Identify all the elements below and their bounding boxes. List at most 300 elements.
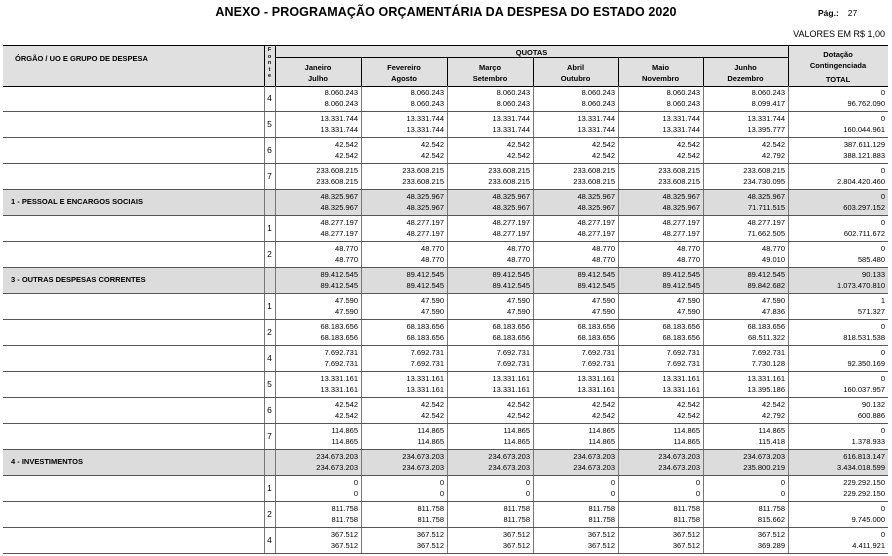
quota-value: 234.673.203 <box>402 452 444 461</box>
quota-value: 114.865 <box>417 437 444 446</box>
quota-value: 0 <box>780 478 785 487</box>
quota-value: 114.865 <box>331 437 358 446</box>
quota-value: 47.590 <box>421 307 444 316</box>
quota-value: 68.183.656 <box>406 322 444 331</box>
fonte-cell: 5 <box>267 119 272 129</box>
fonte-cell: 2 <box>267 249 272 259</box>
cell-divider <box>264 398 265 423</box>
total-value: 603.297.152 <box>843 203 885 212</box>
quota-value: 0 <box>353 478 358 487</box>
total-value: 602.711.672 <box>843 229 885 238</box>
fonte-cell: 1 <box>267 483 272 493</box>
cell-divider <box>264 112 265 137</box>
total-value: 388.121.883 <box>843 151 885 160</box>
total-value: 0 <box>880 166 885 175</box>
total-value: 92.350.169 <box>847 359 885 368</box>
quota-value: 0 <box>353 489 358 498</box>
quota-value: 48.770 <box>762 244 785 253</box>
quota-value: 7.730.128 <box>751 359 785 368</box>
quota-value: 13.331.744 <box>492 114 530 123</box>
group-label: 1 - PESSOAL E ENCARGOS SOCIAIS <box>11 197 143 206</box>
quota-value: 68.183.656 <box>406 333 444 342</box>
cell-divider <box>264 346 265 371</box>
quota-value: 234.673.203 <box>573 463 615 472</box>
quota-value: 42.542 <box>677 411 700 420</box>
month-header: Março <box>478 63 502 72</box>
quota-value: 8.060.243 <box>410 99 444 108</box>
total-header-line1: Dotação <box>823 50 853 59</box>
quota-value: 48.277.197 <box>320 218 358 227</box>
quota-value: 48.770 <box>335 244 358 253</box>
month-header: Julho <box>308 74 328 83</box>
quota-value: 234.673.203 <box>488 463 530 472</box>
table-row <box>3 398 888 424</box>
quota-value: 114.865 <box>503 437 530 446</box>
fonte-cell: 1 <box>267 301 272 311</box>
quota-value: 48.277.197 <box>747 218 785 227</box>
quota-value: 13.331.744 <box>662 125 700 134</box>
group-row <box>3 190 888 216</box>
cell-divider <box>264 372 265 397</box>
quota-value: 47.590 <box>677 307 700 316</box>
quota-value: 42.542 <box>762 400 785 409</box>
total-value: 0 <box>880 88 885 97</box>
table-row <box>3 502 888 528</box>
quota-value: 234.730.095 <box>743 177 785 186</box>
quota-value: 48.325.967 <box>320 203 358 212</box>
total-value: 2.804.420.460 <box>837 177 885 186</box>
quota-value: 68.183.656 <box>662 322 700 331</box>
quota-value: 48.277.197 <box>577 218 615 227</box>
quota-value: 42.542 <box>762 140 785 149</box>
total-value: 571.327 <box>857 307 885 316</box>
quota-value: 367.512 <box>672 530 700 539</box>
quota-value: 0 <box>610 489 615 498</box>
total-value: 90.132 <box>862 400 885 409</box>
table-row <box>3 346 888 372</box>
total-value: 3.434.018.599 <box>837 463 885 472</box>
total-value: 0 <box>880 530 885 539</box>
fonte-cell: 2 <box>267 509 272 519</box>
quota-value: 42.542 <box>507 151 530 160</box>
month-header: Dezembro <box>727 74 764 83</box>
quota-value: 48.277.197 <box>662 218 700 227</box>
quota-value: 811.758 <box>758 504 785 513</box>
quota-value: 68.183.656 <box>320 333 358 342</box>
page-indicator <box>818 8 857 18</box>
fonte-cell: 4 <box>267 353 272 363</box>
total-value: 600.886 <box>857 411 885 420</box>
quota-value: 0 <box>525 478 530 487</box>
page-number: 27 <box>847 8 858 18</box>
quota-value: 48.770 <box>421 255 444 264</box>
cell-divider <box>264 502 265 527</box>
total-value: 0 <box>880 192 885 201</box>
table-row <box>3 294 888 320</box>
total-value: 616.813.147 <box>843 452 885 461</box>
total-value: 90.133 <box>862 270 885 279</box>
quota-value: 234.673.203 <box>573 452 615 461</box>
quota-value: 233.608.215 <box>488 177 530 186</box>
quota-value: 233.608.215 <box>573 166 615 175</box>
table-row <box>3 476 888 502</box>
quota-value: 42.542 <box>592 140 615 149</box>
header-divider <box>788 46 789 86</box>
total-value: 0 <box>880 244 885 253</box>
quota-value: 49.010 <box>762 255 785 264</box>
quota-value: 42.542 <box>592 400 615 409</box>
total-value: 160.044.961 <box>843 125 885 134</box>
quota-value: 7.692.731 <box>666 348 700 357</box>
group-row <box>3 450 888 476</box>
quota-value: 8.060.243 <box>666 88 700 97</box>
group-row <box>3 268 888 294</box>
quota-value: 42.542 <box>335 411 358 420</box>
quota-value: 48.770 <box>592 244 615 253</box>
total-value: 818.531.538 <box>843 333 885 342</box>
total-value: 229.292.150 <box>843 489 885 498</box>
quota-value: 233.608.215 <box>488 166 530 175</box>
quota-value: 13.331.744 <box>320 125 358 134</box>
month-header: Novembro <box>641 74 680 83</box>
quota-value: 114.865 <box>673 437 700 446</box>
quota-value: 0 <box>780 489 785 498</box>
quota-value: 7.692.731 <box>324 359 358 368</box>
quota-value: 89.412.545 <box>406 270 444 279</box>
total-value: 0 <box>880 218 885 227</box>
quota-value: 48.770 <box>677 244 700 253</box>
quota-value: 13.331.744 <box>747 114 785 123</box>
fonte-cell: 6 <box>267 405 272 415</box>
quota-value: 42.542 <box>421 151 444 160</box>
quota-value: 233.608.215 <box>658 166 700 175</box>
quota-value: 48.325.967 <box>577 203 615 212</box>
quota-value: 89.412.545 <box>662 281 700 290</box>
quota-value: 13.395.186 <box>747 385 785 394</box>
quota-value: 48.770 <box>507 244 530 253</box>
quota-value: 811.758 <box>417 515 444 524</box>
quota-value: 367.512 <box>330 530 358 539</box>
total-value: 160.037.957 <box>843 385 885 394</box>
quota-value: 48.325.967 <box>320 192 358 201</box>
quota-value: 7.692.731 <box>581 359 615 368</box>
quota-value: 48.325.967 <box>662 192 700 201</box>
quota-value: 234.673.203 <box>658 463 700 472</box>
cell-divider <box>264 268 265 293</box>
month-header: Janeiro <box>304 63 332 72</box>
cell-divider <box>264 320 265 345</box>
quota-value: 811.758 <box>503 515 530 524</box>
table-row <box>3 242 888 268</box>
quota-value: 48.325.967 <box>492 192 530 201</box>
table-row <box>3 320 888 346</box>
quota-value: 47.590 <box>421 296 444 305</box>
total-value: 4.411.921 <box>852 541 885 550</box>
quota-value: 48.277.197 <box>406 229 444 238</box>
month-header: Abril <box>566 63 585 72</box>
month-header: Outubro <box>560 74 591 83</box>
quota-value: 42.542 <box>335 151 358 160</box>
fonte-cell: 5 <box>267 379 272 389</box>
quota-value: 13.331.161 <box>577 385 615 394</box>
quota-value: 47.590 <box>335 307 358 316</box>
total-header-line2: Contingenciada <box>809 61 867 70</box>
table-row <box>3 138 888 164</box>
quota-value: 369.289 <box>757 541 785 550</box>
quota-value: 114.865 <box>588 426 615 435</box>
total-value: 0 <box>880 504 885 513</box>
quota-value: 367.512 <box>587 541 615 550</box>
quota-value: 811.758 <box>588 504 615 513</box>
quota-value: 811.758 <box>673 515 700 524</box>
quota-value: 8.060.243 <box>751 88 785 97</box>
quota-value: 68.183.656 <box>492 322 530 331</box>
quota-value: 48.770 <box>335 255 358 264</box>
quota-value: 89.412.545 <box>492 270 530 279</box>
quota-value: 48.277.197 <box>492 229 530 238</box>
quota-value: 48.325.967 <box>662 203 700 212</box>
quota-value: 114.865 <box>673 426 700 435</box>
quota-value: 47.590 <box>592 296 615 305</box>
quota-value: 13.331.744 <box>406 125 444 134</box>
fonte-cell: 4 <box>267 93 272 103</box>
quota-value: 48.277.197 <box>662 229 700 238</box>
quota-value: 7.692.731 <box>410 359 444 368</box>
table-row <box>3 528 888 554</box>
quotas-header: QUOTAS <box>515 48 548 57</box>
quota-value: 48.277.197 <box>320 229 358 238</box>
quota-value: 47.590 <box>335 296 358 305</box>
quota-value: 48.325.967 <box>406 203 444 212</box>
fonte-cell: 1 <box>267 223 272 233</box>
fonte-header: F o n t e <box>267 47 272 79</box>
quota-value: 8.060.243 <box>581 99 615 108</box>
cell-divider <box>264 190 265 215</box>
cell-divider <box>264 216 265 241</box>
quota-value: 13.331.744 <box>662 114 700 123</box>
quota-value: 48.277.197 <box>577 229 615 238</box>
orgao-header: ÓRGÃO / UO E GRUPO DE DESPESA <box>15 54 148 63</box>
quota-value: 8.060.243 <box>581 88 615 97</box>
quota-value: 48.325.967 <box>492 203 530 212</box>
quota-value: 7.692.731 <box>751 348 785 357</box>
quota-value: 48.770 <box>421 244 444 253</box>
quota-value: 47.590 <box>507 307 530 316</box>
quota-value: 7.692.731 <box>410 348 444 357</box>
quota-value: 233.608.215 <box>402 166 444 175</box>
quota-value: 7.692.731 <box>496 348 530 357</box>
total-value: 0 <box>880 348 885 357</box>
quota-value: 13.331.744 <box>320 114 358 123</box>
cell-divider <box>264 138 265 163</box>
quota-value: 114.865 <box>503 426 530 435</box>
quota-value: 13.331.744 <box>406 114 444 123</box>
quota-value: 89.412.545 <box>662 270 700 279</box>
quota-value: 8.060.243 <box>410 88 444 97</box>
quota-value: 89.412.545 <box>492 281 530 290</box>
quota-value: 13.395.777 <box>747 125 785 134</box>
month-header: Setembro <box>472 74 508 83</box>
quota-value: 89.412.545 <box>320 270 358 279</box>
quota-value: 114.865 <box>331 426 358 435</box>
quota-value: 68.511.322 <box>748 333 785 342</box>
quota-value: 13.331.161 <box>406 385 444 394</box>
table-row <box>3 86 888 112</box>
quota-value: 234.673.203 <box>488 452 530 461</box>
quota-value: 89.412.545 <box>577 270 615 279</box>
fonte-cell: 7 <box>267 171 272 181</box>
quota-value: 42.792 <box>762 151 785 160</box>
fonte-cell: 4 <box>267 535 272 545</box>
quota-value: 68.183.656 <box>662 333 700 342</box>
quota-value: 13.331.161 <box>406 374 444 383</box>
quota-value: 233.608.215 <box>658 177 700 186</box>
total-value: 0 <box>880 322 885 331</box>
quota-value: 233.608.215 <box>402 177 444 186</box>
quota-value: 234.673.203 <box>402 463 444 472</box>
quota-value: 42.542 <box>677 140 700 149</box>
quota-value: 47.590 <box>677 296 700 305</box>
quota-value: 0 <box>439 478 444 487</box>
quota-value: 42.542 <box>421 140 444 149</box>
quota-value: 811.758 <box>673 504 700 513</box>
quota-value: 8.060.243 <box>324 99 358 108</box>
quota-value: 367.512 <box>502 541 530 550</box>
quota-value: 233.608.215 <box>316 166 358 175</box>
quota-value: 115.418 <box>758 437 785 446</box>
quota-value: 13.331.161 <box>747 374 785 383</box>
quota-value: 114.865 <box>588 437 615 446</box>
quota-value: 42.542 <box>592 411 615 420</box>
quota-value: 68.183.656 <box>577 322 615 331</box>
page-label: Pág.: <box>818 8 839 18</box>
quota-value: 68.183.656 <box>492 333 530 342</box>
total-value: 1.378.933 <box>851 437 885 446</box>
quota-value: 42.542 <box>421 400 444 409</box>
quota-value: 89.412.545 <box>577 281 615 290</box>
quota-value: 48.325.967 <box>577 192 615 201</box>
header-divider <box>264 46 265 86</box>
cell-divider <box>264 528 265 553</box>
quota-value: 7.692.731 <box>581 348 615 357</box>
document-title: ANEXO - PROGRAMAÇÃO ORÇAMENTÁRIA DA DESPESA DO ESTADO 2020 <box>215 5 677 19</box>
quota-value: 47.590 <box>762 296 785 305</box>
quota-value: 48.325.967 <box>406 192 444 201</box>
quota-value: 13.331.161 <box>577 374 615 383</box>
quota-value: 47.836 <box>762 307 785 316</box>
total-value: 1.073.470.810 <box>837 281 885 290</box>
header-divider <box>275 57 788 58</box>
quota-value: 114.865 <box>758 426 785 435</box>
quota-value: 89.412.545 <box>320 281 358 290</box>
quota-value: 233.608.215 <box>743 166 785 175</box>
quota-value: 233.608.215 <box>316 177 358 186</box>
quota-value: 42.542 <box>677 151 700 160</box>
quota-value: 42.542 <box>335 140 358 149</box>
month-header: Agosto <box>391 74 417 83</box>
fonte-cell: 6 <box>267 145 272 155</box>
quota-value: 0 <box>610 478 615 487</box>
quota-value: 811.758 <box>588 515 615 524</box>
quota-value: 89.842.682 <box>747 281 785 290</box>
quota-value: 235.800.219 <box>743 463 785 472</box>
quota-value: 89.412.545 <box>747 270 785 279</box>
month-header: Maio <box>651 63 670 72</box>
month-header: Junho <box>734 63 757 72</box>
quota-value: 233.608.215 <box>573 177 615 186</box>
quota-value: 42.542 <box>335 400 358 409</box>
quota-value: 42.542 <box>421 411 444 420</box>
quota-value: 48.277.197 <box>406 218 444 227</box>
quota-value: 0 <box>525 489 530 498</box>
quota-value: 8.060.243 <box>496 88 530 97</box>
total-value: 229.292.150 <box>843 478 885 487</box>
cell-divider <box>264 476 265 501</box>
cell-divider <box>264 450 265 475</box>
quota-value: 367.512 <box>587 530 615 539</box>
quota-value: 13.331.161 <box>320 385 358 394</box>
cell-divider <box>264 242 265 267</box>
total-value: 9.745.000 <box>851 515 885 524</box>
quota-value: 8.060.243 <box>496 99 530 108</box>
quota-value: 367.512 <box>502 530 530 539</box>
quota-value: 367.512 <box>416 541 444 550</box>
quota-value: 68.183.656 <box>320 322 358 331</box>
quota-value: 234.673.203 <box>316 463 358 472</box>
quota-value: 7.692.731 <box>324 348 358 357</box>
cell-divider <box>264 424 265 449</box>
table-row <box>3 112 888 138</box>
quota-value: 13.331.161 <box>492 385 530 394</box>
cell-divider <box>264 164 265 189</box>
quota-value: 48.325.967 <box>747 192 785 201</box>
quota-value: 13.331.744 <box>492 125 530 134</box>
quota-value: 811.758 <box>417 504 444 513</box>
quota-value: 367.512 <box>672 541 700 550</box>
quota-value: 42.542 <box>507 400 530 409</box>
quota-value: 815.662 <box>757 515 785 524</box>
quota-value: 811.758 <box>331 515 358 524</box>
quota-value: 48.277.197 <box>492 218 530 227</box>
quota-value: 48.770 <box>592 255 615 264</box>
quota-value: 13.331.744 <box>577 125 615 134</box>
quota-value: 367.512 <box>416 530 444 539</box>
quota-value: 114.865 <box>417 426 444 435</box>
quota-value: 68.183.656 <box>747 322 785 331</box>
quota-value: 13.331.161 <box>662 374 700 383</box>
quota-value: 8.060.243 <box>666 99 700 108</box>
quota-value: 0 <box>439 489 444 498</box>
fonte-cell: 7 <box>267 431 272 441</box>
quota-value: 42.542 <box>507 411 530 420</box>
quota-value: 811.758 <box>503 504 530 513</box>
table-row <box>3 164 888 190</box>
quota-value: 71.711.515 <box>748 203 785 212</box>
quota-value: 0 <box>695 478 700 487</box>
group-label: 3 - OUTRAS DESPESAS CORRENTES <box>11 275 146 284</box>
quota-value: 42.542 <box>507 140 530 149</box>
quota-value: 234.673.203 <box>743 452 785 461</box>
quota-value: 13.331.161 <box>662 385 700 394</box>
quota-value: 48.770 <box>507 255 530 264</box>
quota-value: 13.331.744 <box>577 114 615 123</box>
quota-value: 8.060.243 <box>324 88 358 97</box>
total-value: 96.762.090 <box>847 99 885 108</box>
group-label: 4 - INVESTIMENTOS <box>11 457 83 466</box>
cell-divider <box>264 294 265 319</box>
quota-value: 42.542 <box>592 151 615 160</box>
quota-value: 42.792 <box>762 411 785 420</box>
